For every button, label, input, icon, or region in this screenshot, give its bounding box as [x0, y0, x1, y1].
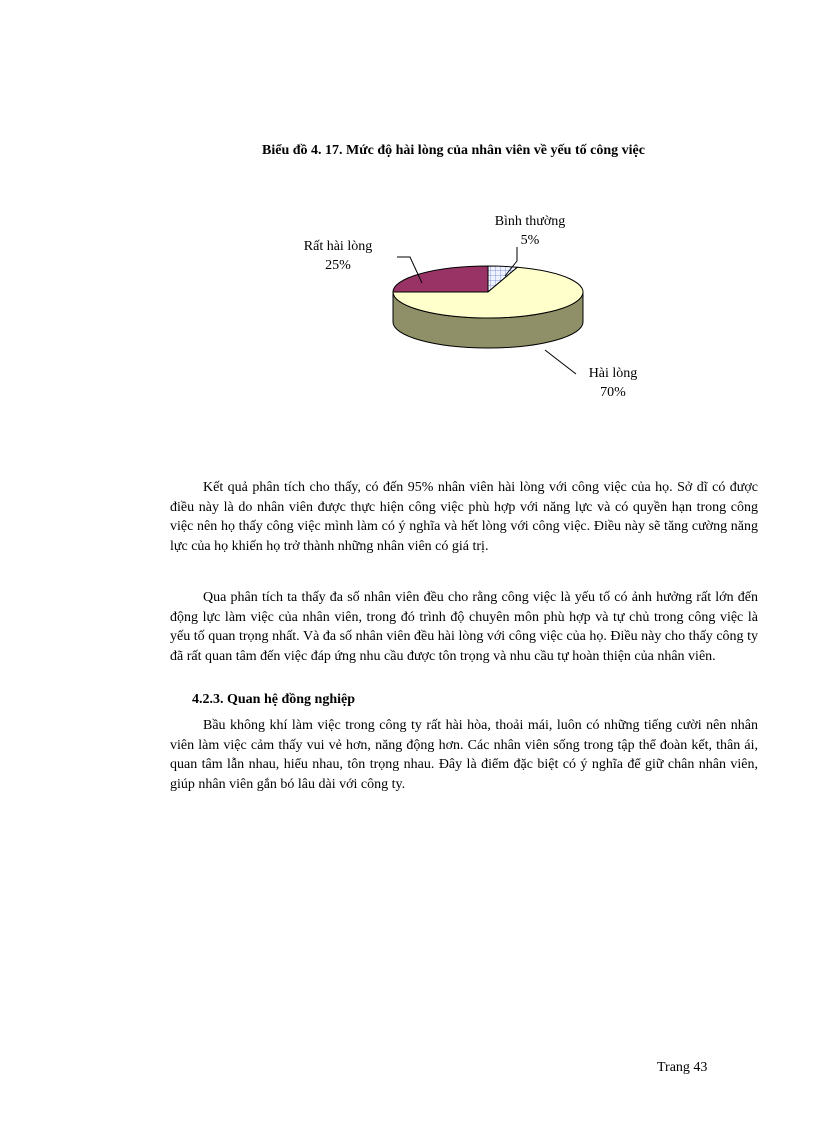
- slice-label-binh-thuong: Bình thường: [494, 214, 566, 229]
- pie-slice-2: [393, 266, 488, 292]
- slice-label-rat-hai-long: Rất hài lòng: [303, 239, 373, 254]
- paragraph-2: Qua phân tích ta thấy đa số nhân viên đều cho rằng công việc là yếu tố có ảnh hưởng rất lớn đến động lực làm việc của nhân viên, trong đó trình độ chuyên môn phù hợp và tự chủ trong công việc là yếu tố quan trọng nhất. Và đa số nhân viên đều hài lòng với công việc của họ. Điều này cho thấy công ty đã rất quan tâm đến việc đáp ứng nhu cầu được tôn trọng và nhu cầu tự hoàn thiện của nhân viên.: [170, 590, 758, 664]
- slice-label-hai-long: Hài lòng: [588, 366, 638, 381]
- slice-percent-hai-long: 70%: [600, 385, 626, 400]
- section-paragraph: Bầu không khí làm việc trong công ty rất hài hòa, thoải mái, luôn có những tiếng cười nên nhân viên làm việc cảm thấy vui vẻ hơn, năng động hơn. Các nhân viên sống trong tập thể đoàn kết, thân ái, quan tâm lẫn nhau, hiểu nhau, tôn trọng nhau. Đây là điểm đặc biệt có ý nghĩa để giữ chân nhân viên, giúp nhân viên gắn bó lâu dài với công ty.: [170, 718, 758, 792]
- page-number: Trang 43: [657, 1060, 708, 1075]
- slice-percent-rat-hai-long: 25%: [325, 258, 351, 273]
- pie-tops: [393, 266, 583, 318]
- leader-line-2: [545, 350, 576, 374]
- pie-chart: [0, 0, 816, 460]
- paragraph-1: Kết quả phân tích cho thấy, có đến 95% nhân viên hài lòng với công việc của họ. Sở dĩ có được điều này là do nhân viên được thực hiện công việc phù hợp với năng lực và có quyền hạn trong công việc nên họ thấy công việc mình làm có ý nghĩa và hết lòng với công việc. Điều này sẽ tăng cường năng lực của họ khiến họ trở thành những nhân viên có giá trị.: [170, 480, 758, 554]
- chart-title: Biểu đồ 4. 17. Mức độ hài lòng của nhân viên về yếu tố công việc: [262, 143, 645, 158]
- slice-percent-binh-thuong: 5%: [520, 233, 540, 248]
- section-heading: 4.2.3. Quan hệ đồng nghiệp: [192, 692, 355, 707]
